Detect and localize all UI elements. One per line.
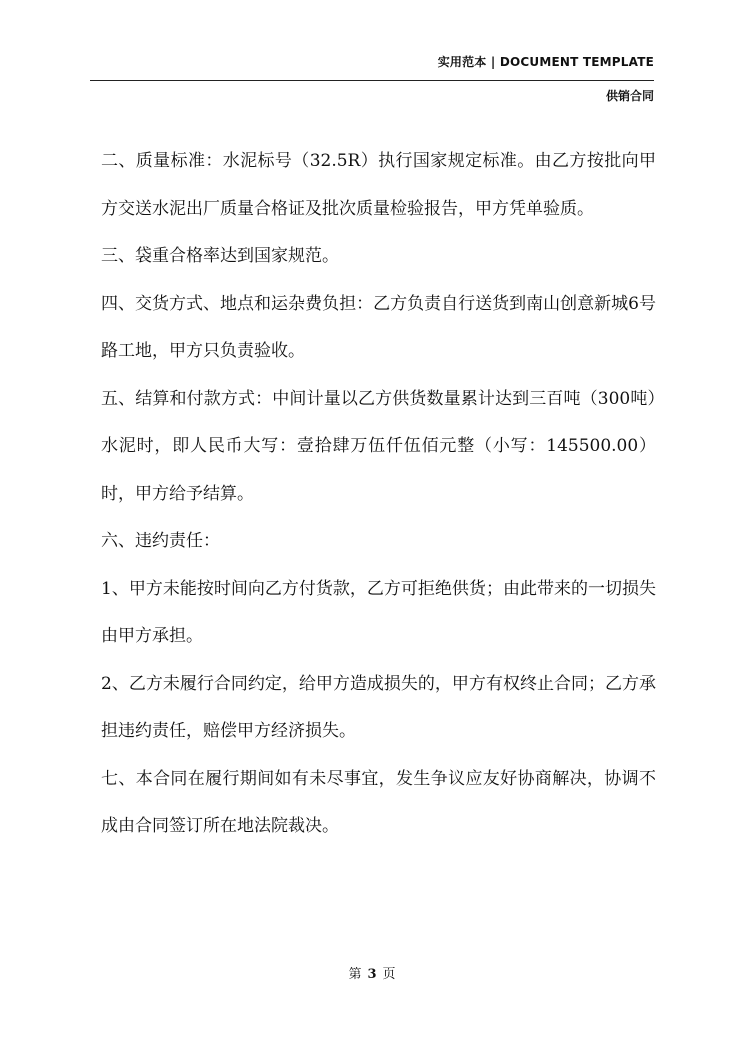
clause-quality-standard: 二、质量标准：水泥标号（32.5R）执行国家规定标准。由乙方按批向甲方交送水泥出厂质量合格证及批次质量检验报告，甲方凭单验质。 <box>101 151 656 219</box>
clause-bag-weight: 三、袋重合格率达到国家规范。 <box>101 246 339 266</box>
header-title: 实用范本 | DOCUMENT TEMPLATE <box>437 55 654 69</box>
header-divider <box>90 80 654 81</box>
page-number: 3 <box>367 967 377 982</box>
page-footer <box>0 963 744 982</box>
clause-liability-party-a: 1、甲方未能按时间向乙方付货款，乙方可拒绝供货；由此带来的一切损失由甲方承担。 <box>101 578 656 646</box>
clause-dispute-resolution: 七、本合同在履行期间如有未尽事宜，发生争议应友好协商解决，协调不成由合同签订所在地法院裁决。 <box>101 768 656 836</box>
clause-delivery: 四、交货方式、地点和运杂费负担：乙方负责自行送货到南山创意新城6号路工地，甲方只负责验收。 <box>101 293 656 361</box>
clause-liability-heading: 六、违约责任： <box>101 531 220 551</box>
page-suffix: 页 <box>382 967 396 982</box>
document-body <box>101 138 656 851</box>
clause-liability-party-b: 2、乙方未履行合同约定，给甲方造成损失的，甲方有权终止合同；乙方承担违约责任，赔偿甲方经济损失。 <box>101 673 656 741</box>
clause-settlement: 五、结算和付款方式：中间计量以乙方供货数量累计达到三百吨（300吨）水泥时，即人民币大写：壹拾肆万伍仟伍佰元整（小写：145500.00）时，甲方给予结算。 <box>101 388 656 504</box>
header-subtitle: 供销合同 <box>605 89 654 103</box>
page-prefix: 第 <box>348 967 362 982</box>
